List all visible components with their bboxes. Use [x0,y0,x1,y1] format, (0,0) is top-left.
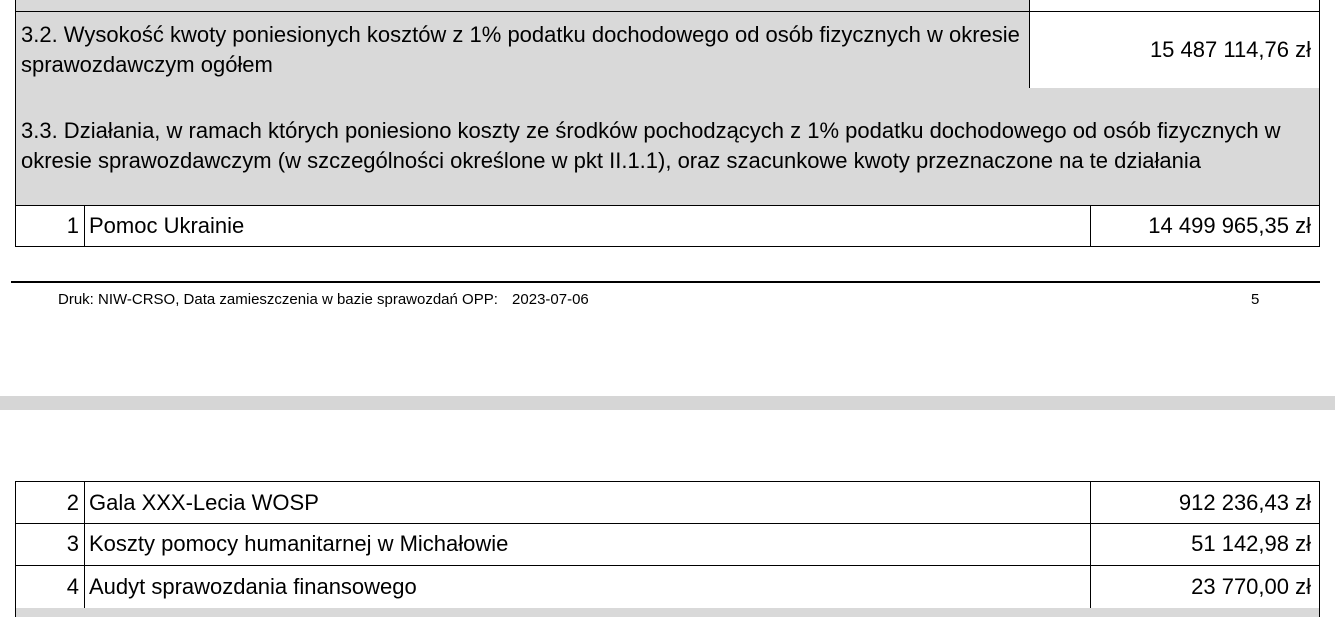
activity-3-name-cell [84,523,1091,566]
activity-amount: 912 236,43 zł [1178,489,1311,515]
activity-1-amount-cell [1090,205,1320,247]
activity-name: Pomoc Ukrainie [89,212,245,238]
activity-1-number-cell [15,205,85,247]
activity-4-number-cell [15,565,85,609]
next-row-cell [15,608,1320,617]
row-3-3-label: 3.3. Działania, w ramach których poniesiono koszty ze środków pochodzących z 1% podatku dochodowego od osób fizycznych w okresie sprawozdawczym (w szczególności określone w pkt II.1.1), oraz szacunkowe kwoty przeznaczone na te działania [21,118,1281,173]
activity-amount: 14 499 965,35 zł [1148,212,1311,238]
activity-4-amount-cell [1090,565,1320,609]
row-3-2-amount: 15 487 114,76 zł [1149,37,1311,62]
activity-name: Audyt sprawozdania finansowego [89,573,417,599]
page-2 [0,410,1335,617]
activity-number: 3 [66,531,79,556]
activity-name: Koszty pomocy humanitarnej w Michałowie [89,531,509,556]
activity-number: 2 [66,489,79,515]
activity-2-amount-cell [1090,481,1320,524]
activity-amount: 51 142,98 zł [1191,531,1311,556]
page-number: 5 [1251,291,1260,308]
activity-amount: 23 770,00 zł [1191,573,1311,599]
activity-1-name-cell [84,205,1091,247]
activity-name: Gala XXX-Lecia WOSP [89,489,319,515]
footer-page-number [1251,291,1259,308]
activity-2-number-cell [15,481,85,524]
activity-3-amount-cell [1090,523,1320,566]
row-3-2-label-cell [15,11,1030,89]
activity-number: 4 [66,573,79,599]
row-3-3-cell [15,88,1320,206]
activity-4-name-cell [84,565,1091,609]
activity-number: 1 [66,212,79,238]
row-3-2-label: 3.2. Wysokość kwoty poniesionych kosztów z 1% podatku dochodowego od osób fizycznych w okresie sprawozdawczym ogółem [21,22,1020,77]
page-separator [0,396,1335,410]
footer-print-text: Druk: NIW-CRSO, Data zamieszczenia w bazie sprawozdań OPP: [58,291,498,308]
footer-date: 2023-07-06 [512,291,589,308]
row-3-2-amount-cell [1029,11,1320,89]
activity-3-number-cell [15,523,85,566]
footer-print-info [58,291,589,308]
activity-2-name-cell [84,481,1091,524]
footer-rule [11,281,1320,283]
